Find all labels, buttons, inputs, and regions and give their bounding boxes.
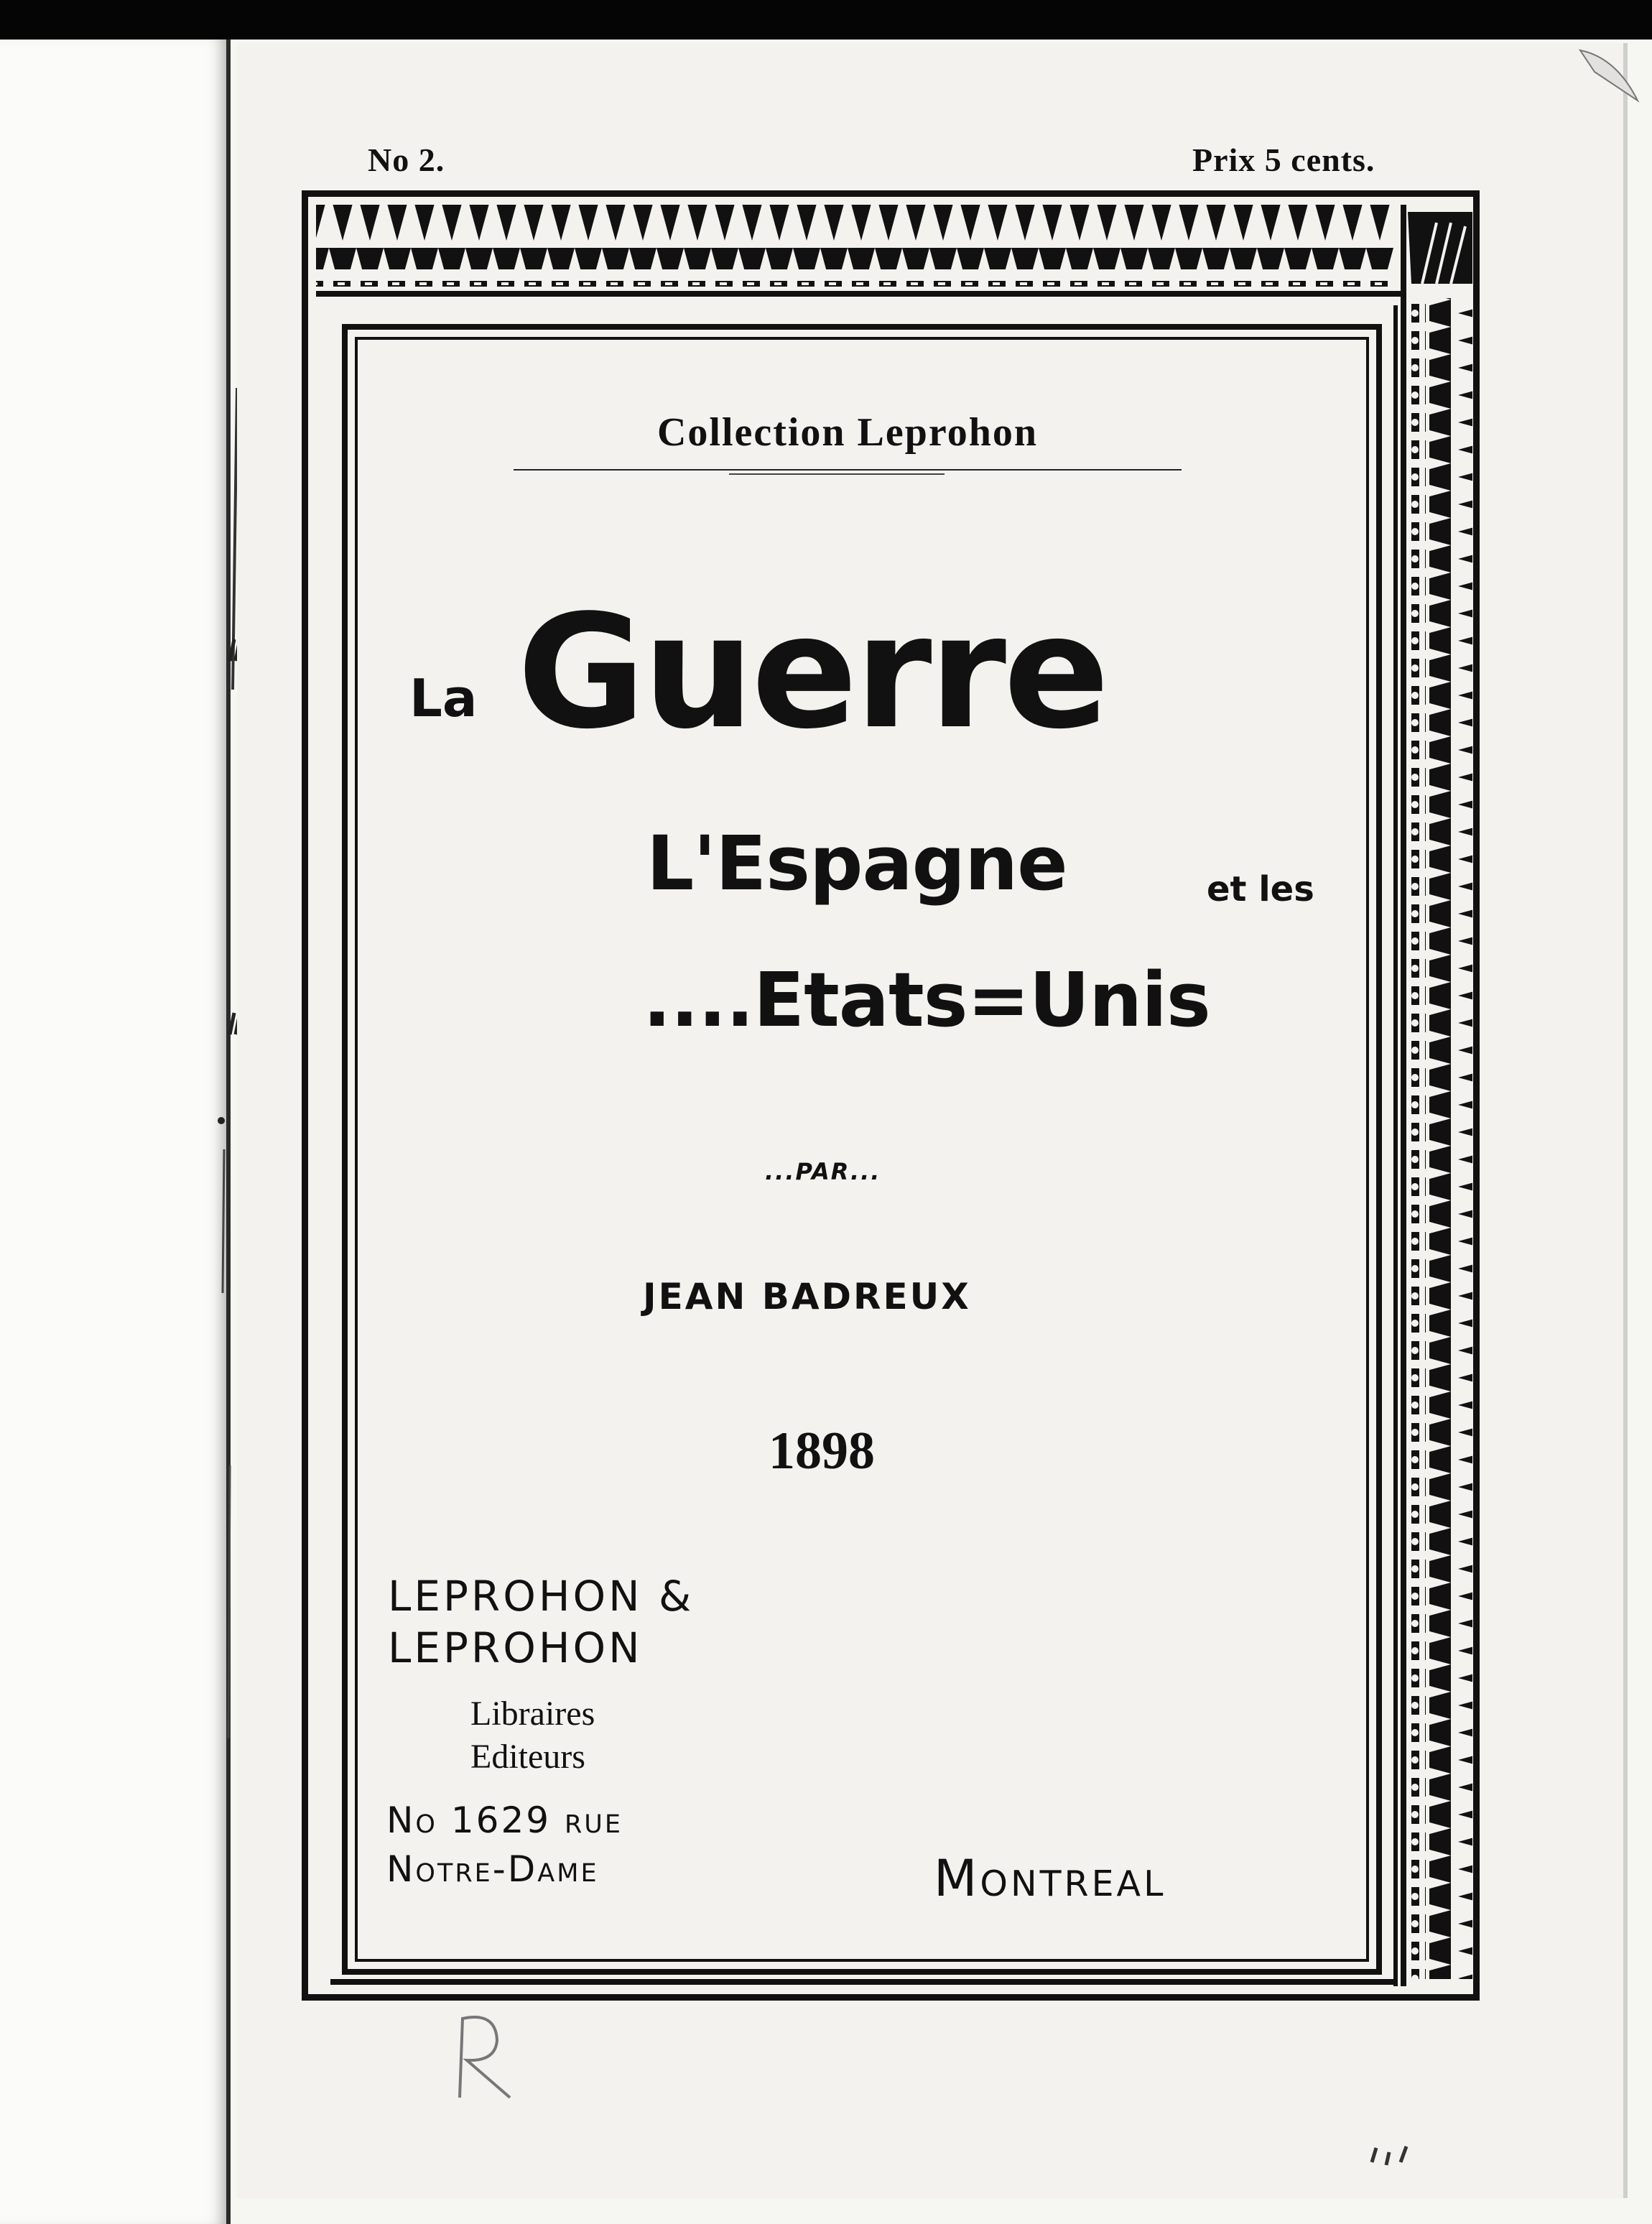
- price-label: Prix 5 cents.: [1192, 142, 1375, 178]
- issue-number: No 2.: [368, 142, 445, 178]
- scan-top-band: [0, 0, 1652, 40]
- title-espagne: L'Espagne: [646, 820, 1067, 907]
- collection-underline: [514, 465, 1182, 480]
- author-name: JEAN BADREUX: [643, 1276, 971, 1317]
- publisher-role-line1: Libraires: [470, 1695, 595, 1733]
- publisher-roles: [470, 1692, 595, 1779]
- publisher-name: [388, 1570, 694, 1674]
- page-smudge: [1365, 2133, 1429, 2177]
- publisher-address: [386, 1796, 623, 1894]
- byline-par: ...PAR...: [765, 1158, 881, 1185]
- title-connector: et les: [1207, 869, 1314, 909]
- publisher-role-line2: Editeurs: [470, 1738, 585, 1776]
- collection-name: Collection Leprohon: [656, 410, 1039, 455]
- publication-year: 1898: [769, 1422, 875, 1481]
- corner-fold: [1573, 43, 1652, 158]
- title-main-word: Guerre: [517, 582, 1107, 764]
- address-line2: Notre-Dame: [386, 1848, 599, 1890]
- publisher-city: Montreal: [934, 1849, 1166, 1908]
- publisher-name-line2: LEPROHON: [388, 1623, 643, 1672]
- address-line1: No 1629 rue: [386, 1799, 623, 1841]
- handwritten-r-mark: [445, 2004, 524, 2105]
- title-etats-unis: ....Etats=Unis: [643, 956, 1210, 1044]
- facing-blank-page: [0, 40, 231, 2224]
- title-article: La: [409, 668, 478, 728]
- publisher-name-line1: LEPROHON &: [388, 1572, 695, 1621]
